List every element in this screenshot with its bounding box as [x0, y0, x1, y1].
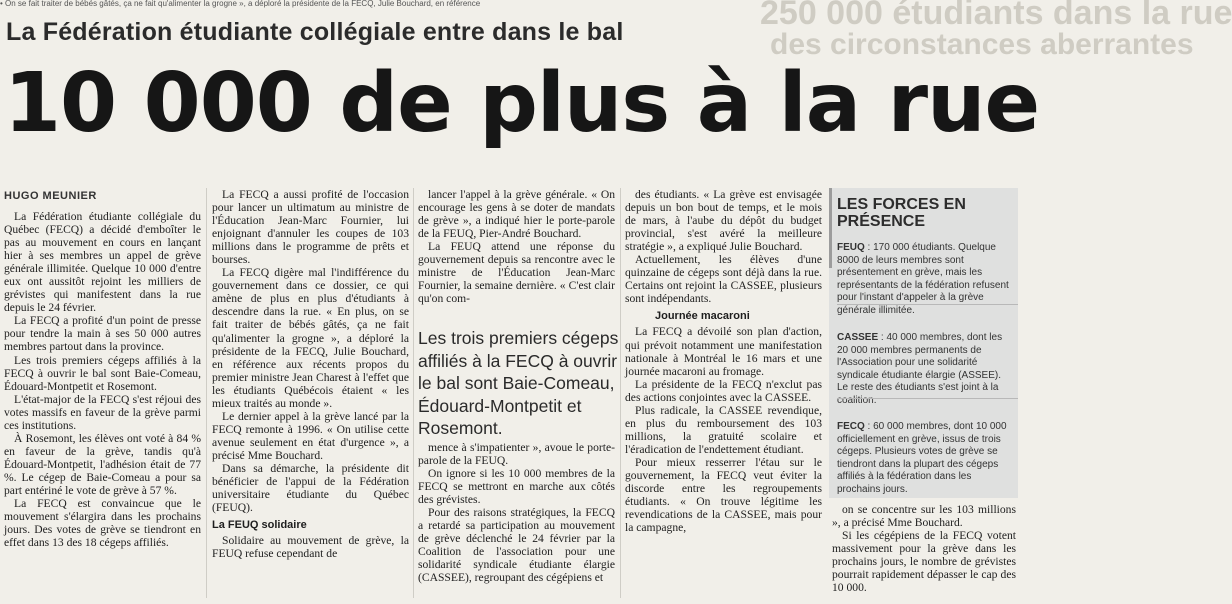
paragraph: mence à s'impatienter », avoue le porte-parole de la FEUQ. — [418, 441, 615, 468]
paragraph: L'état-major de la FECQ s'est réjoui des votes massifs en faveur de la grève parmi ces institutions. — [4, 392, 201, 432]
ghost-subhead: des circonstances aberrantes — [770, 28, 1194, 61]
paragraph: Le dernier appel à la grève lancé par la FECQ remonte à 1996. « On utilise cette avenue seulement en état d'urgence », a précisé Mme Bouchard. — [212, 409, 409, 462]
paragraph: Plus radicale, la CASSEE revendique, en plus du remboursement des 103 millions, la gratuité scolaire et l'éradication de l'endettement étudiant. — [625, 403, 822, 456]
column-4 — [625, 188, 822, 534]
paragraph: Solidaire au mouvement de grève, la FEUQ refuse cependant de — [212, 534, 409, 561]
paragraph: La FECQ est convaincue que le mouvement s'élargira dans les prochains jours. Des votes de grève se tiendront en effet dans 13 des 18 cégeps affiliés. — [4, 497, 201, 550]
paragraph: On ignore si les 10 000 membres de la FECQ se mettront en marche aux côtés des grévistes. — [418, 467, 615, 507]
paragraph: La FEUQ attend une réponse du gouvernement depuis sa rencontre avec le ministre de l'Éducation Jean-Marc Fournier, la semaine dernière. « C'est clair qu'on com- — [418, 240, 615, 306]
column-3-top — [418, 188, 615, 305]
sidebar-label: CASSEE — [837, 332, 879, 343]
paragraph: La FECQ a profité d'un point de presse pour tendre la main à ses 50 000 autres membres partout dans la province. — [4, 314, 201, 354]
sidebar-label: FEUQ — [837, 242, 865, 253]
paragraph: La FECQ a aussi profité de l'occasion pour lancer un ultimatum au ministre de l'Éducation Jean-Marc Fournier, lui enjoignant d'annuler les coupes de 103 millions dans le programme de prêts et bourses. — [212, 188, 409, 267]
paragraph: Dans sa démarche, la présidente dit bénéficier de l'appui de la Fédération universitaire étudiante du Québec (FEUQ). — [212, 461, 409, 515]
sidebar-text: : 60 000 membres, dont 10 000 officiellement en grève, issus de trois cégeps. Plusieurs votes de grève se tiendront dans la plupart des cégeps affiliés à la fédération dans les prochains jours. — [837, 421, 1007, 495]
column-5 — [832, 503, 1016, 594]
paragraph: lancer l'appel à la grève générale. « On encourage les gens à se doter de mandats de grève », a indiqué hier le porte-parole de la FEUQ, Pier-André Bouchard. — [418, 188, 615, 241]
sidebar-box — [829, 188, 1018, 498]
paragraph: La FECQ digère mal l'indifférence du gouvernement dans ce dossier, ce qui amène de plus en plus d'étudiants à descendre dans la rue. « En plus, on se fait traiter de bébés gâtés, ça ne fait qu'alimenter la grogne », a déploré la présidente de la FECQ, Julie Bouchard, en référence aux récents propos du premier ministre Jean Charest à l'effet que les étudiants Québécois étaient « les mieux traités au monde ». — [212, 266, 409, 410]
paragraph: Actuellement, les élèves d'une quinzaine de cégeps sont déjà dans la rue. Certains ont rejoint la CASSEE, plusieurs sont indépendants. — [625, 253, 822, 306]
paragraph: La FECQ a dévoilé son plan d'action, qui prévoit notamment une manifestation nationale à Montréal le 16 mars et une journée macaroni au fromage. — [625, 325, 822, 378]
sidebar-cassee — [829, 332, 1018, 407]
paragraph: Les trois premiers cégeps affiliés à la FECQ à ouvrir le bal sont Baie-Comeau, Édouard-Montpetit et Rosemont. — [4, 353, 201, 393]
byline: HUGO MEUNIER — [4, 190, 97, 202]
sidebar-label: FECQ — [837, 421, 865, 432]
sidebar-text: : 170 000 étudiants. Quelque 8000 de leurs membres sont présentement en grève, mais les représentants de la fédération refusent pour l'instant d'appeler à la grève générale illimitée. — [837, 242, 1009, 316]
paragraph: La Fédération étudiante collégiale du Québec (FECQ) a décidé d'emboîter le pas au mouvement en cours en lançant hier à ses membres un appel de grève générale illimitée. Quelque 10 000 d'entre eux ont aussitôt rejoint les milliers de grévistes qui manifestent dans la rue depuis le 24 février. — [4, 210, 201, 315]
column-2 — [212, 188, 409, 560]
sidebar-text: : 40 000 membres, dont les 20 000 membres permanents de l'Association pour une solidarité syndicale étudiante élargie (ASSEE). Le reste des étudiants s'est joint à la coalition. — [837, 332, 1003, 406]
subhead-journee-macaroni: Journée macaroni — [655, 310, 750, 323]
top-strip-text: • On se fait traiter de bébés gâtés, ça ne fait qu'alimenter la grogne », a déploré la présidente de la FECQ, Julie Bouchard, en référence — [0, 0, 481, 8]
paragraph: Pour mieux resserrer l'étau sur le gouvernement, la FECQ veut éviter la discorde entre les regroupements étudiants. « On trouve légitime les revendications de la CASSEE, mais pour la campagne, — [625, 455, 822, 535]
sidebar-title: LES FORCES EN PRÉSENCE — [837, 196, 966, 230]
sidebar-fecq — [829, 421, 1018, 496]
pull-quote: Les trois premiers cégeps affiliés à la FECQ à ouvrir le bal sont Baie-Comeau, Édouard-Montpetit et Rosemont. — [418, 328, 619, 438]
headline: 10 000 de plus à la rue — [4, 56, 1040, 151]
paragraph: À Rosemont, les élèves ont voté à 84 % en faveur de la grève, tandis qu'à Édouard-Montpetit, l'adhésion était de 77 %. Le cégep de Baie-Comeau a pour sa part entériné le vote de grève à 57 %. — [4, 431, 201, 497]
paragraph: La présidente de la FECQ n'exclut pas des actions conjointes avec la CASSEE. — [625, 377, 822, 404]
sidebar-feuq — [829, 242, 1018, 317]
kicker: La Fédération étudiante collégiale entre dans le bal — [6, 18, 624, 46]
column-1 — [4, 210, 201, 549]
ghost-headline: 250 000 étudiants dans la rue — [760, 0, 1232, 32]
paragraph: Si les cégépiens de la FECQ votent massivement pour la grève dans les prochains jours, le nombre de grévistes pourrait rapidement dépasser le cap des 10 000. — [832, 529, 1016, 595]
subhead-feuq-solidaire: La FEUQ solidaire — [212, 519, 307, 532]
paragraph: des étudiants. « La grève est envisagée depuis un bon bout de temps, et le mois de mars, à l'aube du dépôt du budget provincial, s'est avéré la meilleure stratégie », a expliqué Julie Bouchard. — [625, 188, 822, 254]
column-3-bottom — [418, 441, 615, 585]
paragraph: on se concentre sur les 103 millions », a précisé Mme Bouchard. — [832, 503, 1016, 530]
paragraph: Pour des raisons stratégiques, la FECQ a retardé sa participation au mouvement de grève déclenché le 24 février par la Coalition de l'association pour une solidarité syndicale étudiante élargie (CASSEE), regroupant des cégépiens et — [418, 506, 615, 585]
